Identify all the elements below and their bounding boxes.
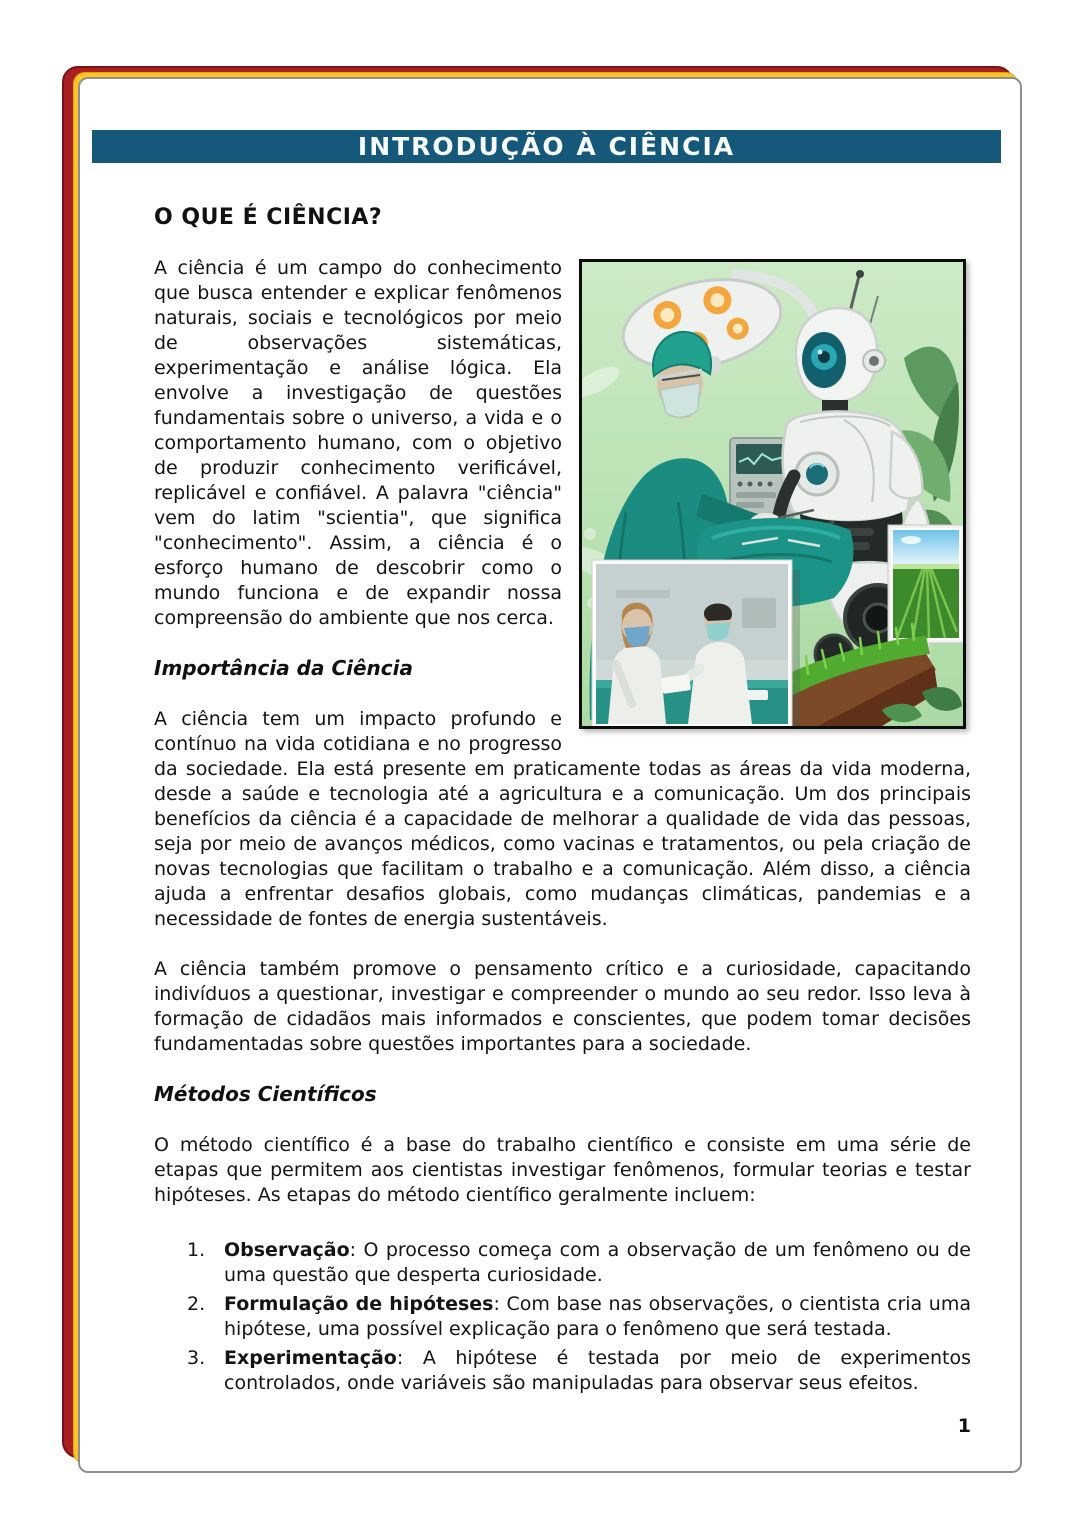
section-heading-importance: Importância da Ciência: [154, 656, 413, 680]
list-item-text: [224, 1238, 971, 1288]
list-number: 3.: [187, 1347, 206, 1369]
list-body: O processo começa com a observação de um fenômeno ou de uma questão que desperta curiosidade.: [224, 1239, 971, 1286]
list-separator: :: [349, 1239, 364, 1261]
paragraph-importance-1: A ciência tem um impacto profundo e contínuo na vida cotidiana e no progresso da sociedade. Ela está presente em praticamente todas as áreas da vida moderna, desde a saúde e tecnologia até a agricultura e a comunicação. Um dos principais benefícios da ciência é a capacidade de melhorar a qualidade de vida das pessoas, seja por meio de avanços médicos, como vacinas e tratamentos, ou pela criação de novas tecnologias que facilitam o trabalho e a comunicação. Além disso, a ciência ajuda a enfrentar desafios globais, como mudanças climáticas, pandemias e a necessidade de fontes de energia sustentáveis.: [154, 708, 971, 930]
science-collage-graphic: [582, 262, 963, 726]
list-separator: :: [396, 1347, 423, 1369]
list-item-formulacao: [187, 1292, 971, 1342]
list-term: Formulação de hipóteses: [224, 1293, 494, 1315]
list-body: A hipótese é testada por meio de experimentos controlados, onde variáveis são manipuladas para observar seus efeitos.: [224, 1347, 971, 1394]
paragraph-methods-intro: O método científico é a base do trabalho científico e consiste em uma série de etapas que permitem aos cientistas investigar fenômenos, formular teorias e testar hipóteses. As etapas do método científico geralmente incluem:: [154, 1134, 971, 1206]
section-heading-what-is-science: O QUE É CIÊNCIA?: [154, 205, 383, 230]
document-title: INTRODUÇÃO À CIÊNCIA: [357, 132, 736, 161]
paragraph-what-is-science: A ciência é um campo do conhecimento que busca entender e explicar fenômenos naturais, sociais e tecnológicos por meio de observações sistemáticas, experimentação e análise lógica. Ela envolve a investigação de questões fundamentais sobre o universo, a vida e o comportamento humano, com o objetivo de produzir conhecimento verificável, replicável e confiável. A palavra "ciência" vem do latim "scientia", que significa "conhecimento". Assim, a ciência é o esforço humano de descobrir como o mundo funciona e de expandir nossa compreensão do ambiente que nos cerca.: [154, 257, 562, 629]
list-item-text: [224, 1346, 971, 1396]
list-body: Com base nas observações, o cientista cria uma hipótese, uma possível explicação para o fenômeno que será testada.: [224, 1293, 971, 1340]
list-term: Observação: [224, 1239, 350, 1261]
list-number: 1.: [187, 1239, 206, 1261]
title-bar: [92, 130, 1001, 163]
list-separator: :: [493, 1293, 507, 1315]
list-term: Experimentação: [224, 1347, 397, 1369]
page-content: [154, 205, 971, 1400]
crops-photo: [888, 525, 963, 643]
list-item-observacao: [187, 1238, 971, 1288]
page-number: 1: [957, 1415, 971, 1437]
list-number: 2.: [187, 1293, 206, 1315]
section-heading-methods: Métodos Científicos: [154, 1082, 377, 1106]
document-page: [78, 77, 1022, 1473]
science-collage-image: [579, 259, 966, 729]
list-item-text: [224, 1292, 971, 1342]
paragraph-importance-2: A ciência também promove o pensamento crítico e a curiosidade, capacitando indivíduos a questionar, investigar e compreender o mundo ao seu redor. Isso leva à formação de cidadãos mais informados e conscientes, que podem tomar decisões fundamentadas sobre questões importantes para a sociedade.: [154, 958, 971, 1055]
list-item-experimentacao: [187, 1346, 971, 1396]
scientific-method-list: [187, 1238, 971, 1396]
lab-inset-photo: [592, 560, 800, 726]
